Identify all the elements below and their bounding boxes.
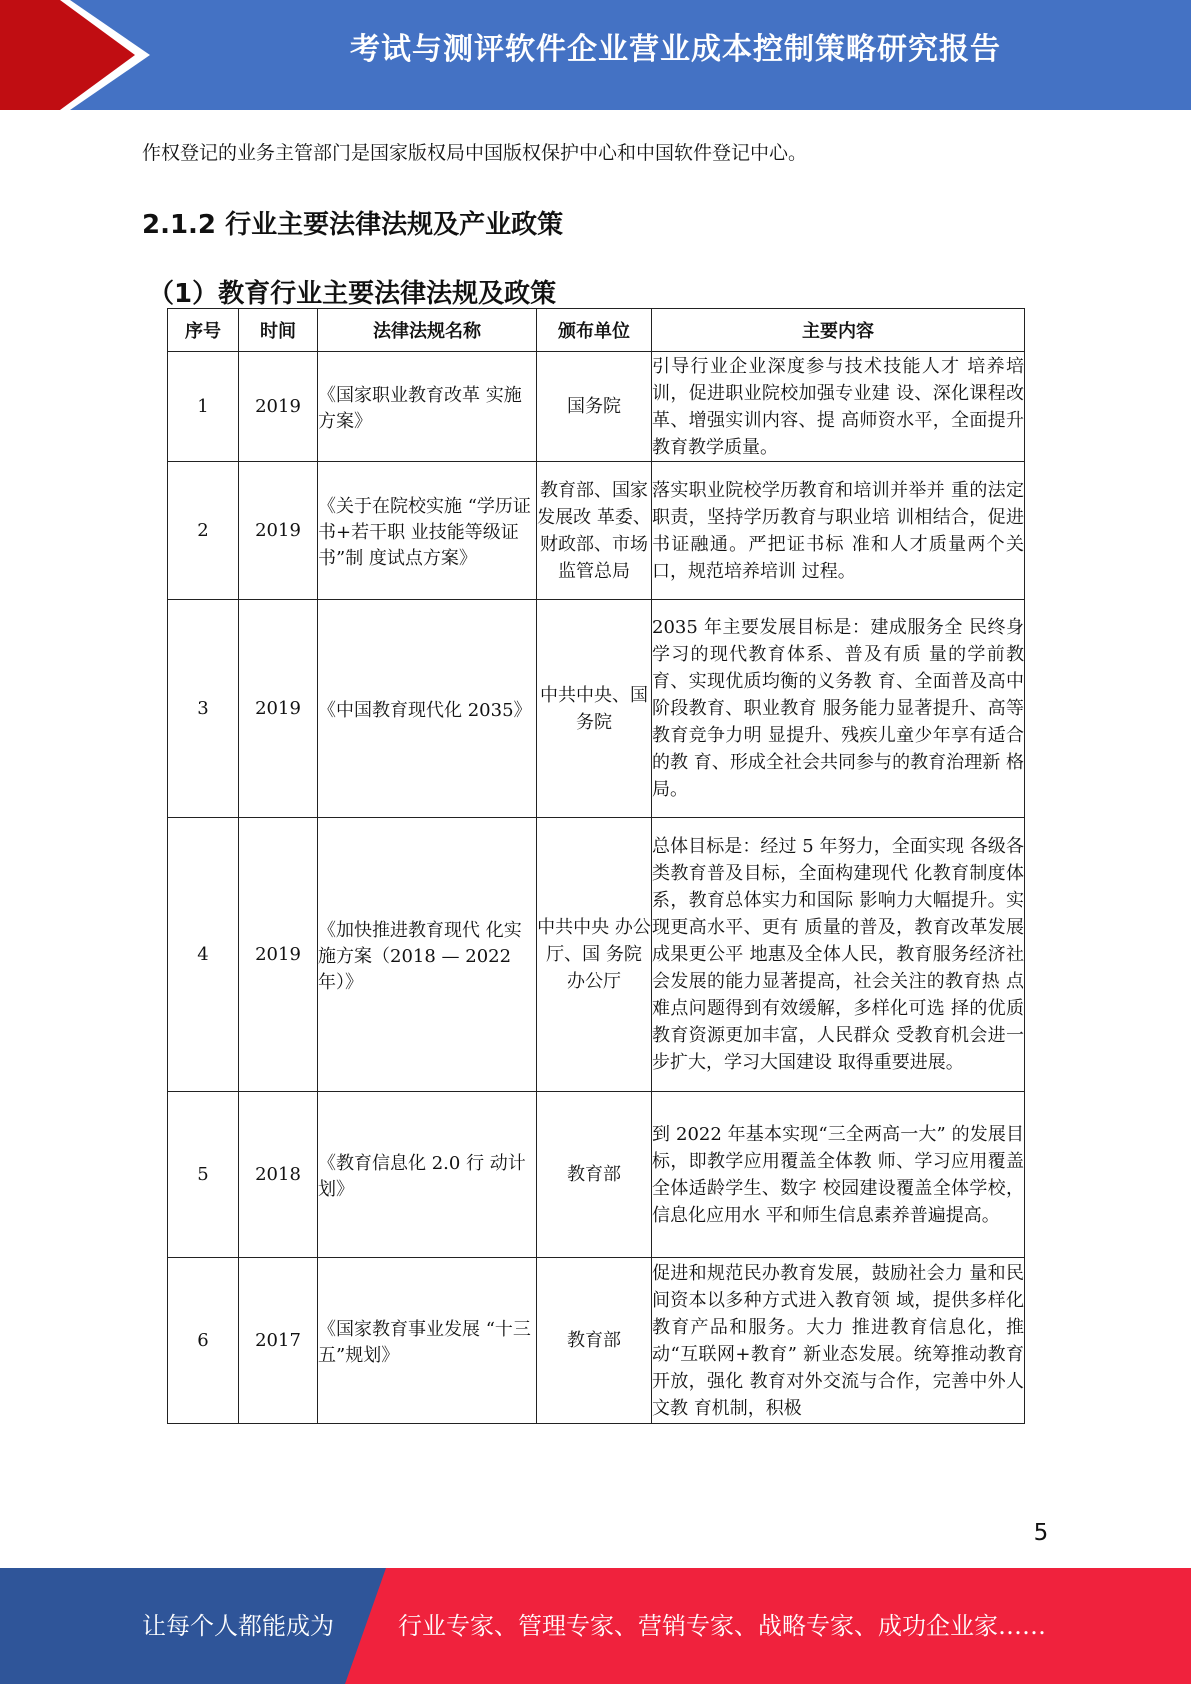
cell-content: 落实职业院校学历教育和培训并举并 重的法定职责，坚持学历教育与职业培 训相结合，促进书证融通。严把证书标 准和人才质量两个关口，规范培养培训 过程。 [652,462,1025,600]
page-header [0,0,1191,110]
header-no: 序号 [168,309,239,352]
cell-issuer: 教育部 [537,1092,652,1258]
table-header-row [168,309,1025,352]
cell-no: 6 [168,1258,239,1424]
sub-heading: （1）教育行业主要法律法规及政策 [148,279,557,309]
table-row [168,462,1025,600]
section-heading: 2.1.2 行业主要法律法规及产业政策 [142,210,564,240]
cell-no: 4 [168,818,239,1092]
cell-law-name: 《关于在院校实施 “学历证书+若干职 业技能等级证书”制 度试点方案》 [318,462,537,600]
table-row [168,1258,1025,1424]
cell-issuer: 教育部 [537,1258,652,1424]
header-content: 主要内容 [652,309,1025,352]
cell-issuer: 中共中央、国务院 [537,600,652,818]
header-red-arrow-decoration [0,0,150,110]
cell-content: 总体目标是：经过 5 年努力，全面实现 各级各类教育普及目标，全面构建现代 化教育制度体系，教育总体实力和国际 影响力大幅提升。实现更高水平、更有 质量的普及，教育改革发展成果更公平 地惠及全体人民，教育服务经济社会发展的能力显著提高，社会关注的教育热 点难点问题得到有效缓解，多样化可选 择的优质教育资源更加丰富，人民群众 受教育机会进一步扩大，学习大国建设 取得重要进展。 [652,818,1025,1092]
cell-year: 2019 [239,818,318,1092]
cell-year: 2019 [239,352,318,462]
report-title: 考试与测评软件企业营业成本控制策略研究报告 [350,32,1001,67]
cell-content: 到 2022 年基本实现“三全两高一大” 的发展目标，即教学应用覆盖全体教 师、学习应用覆盖全体适龄学生、数字 校园建设覆盖全体学校，信息化应用水 平和师生信息素养普遍提高。 [652,1092,1025,1258]
cell-content: 2035 年主要发展目标是：建成服务全 民终身学习的现代教育体系、普及有质 量的学前教育、实现优质均衡的义务教 育、全面普及高中阶段教育、职业教育 服务能力显著提升、高等教育竞争力明 显提升、残疾儿童少年享有适合的教 育、形成全社会共同参与的教育治理新 格局。 [652,600,1025,818]
footer-slogan-right: 行业专家、管理专家、营销专家、战略专家、成功企业家…… [398,1612,1046,1640]
header-issuer: 颁布单位 [537,309,652,352]
header-year: 时间 [239,309,318,352]
cell-year: 2019 [239,600,318,818]
header-law-name: 法律法规名称 [318,309,537,352]
cell-no: 1 [168,352,239,462]
cell-issuer: 教育部、国家发展改 革委、财政部、市场监管总局 [537,462,652,600]
policy-table [167,308,1025,1424]
cell-content: 促进和规范民办教育发展，鼓励社会力 量和民间资本以多种方式进入教育领 域，提供多样化教育产品和服务。大力 推进教育信息化，推动“互联网+教育” 新业态发展。统筹推动教育开放，强化 教育对外交流与合作，完善中外人文教 育机制，积极 [652,1258,1025,1424]
cell-law-name: 《国家职业教育改革 实施方案》 [318,352,537,462]
cell-issuer: 国务院 [537,352,652,462]
page-number: 5 [1033,1520,1049,1546]
cell-law-name: 《加快推进教育现代 化实施方案（2018 — 2022 年）》 [318,818,537,1092]
cell-year: 2018 [239,1092,318,1258]
table-row [168,818,1025,1092]
cell-law-name: 《国家教育事业发展 “十三五”规划》 [318,1258,537,1424]
cell-law-name: 《教育信息化 2.0 行 动计划》 [318,1092,537,1258]
cell-content: 引导行业企业深度参与技术技能人才 培养培训，促进职业院校加强专业建 设、深化课程改革、增强实训内容、提 高师资水平，全面提升教育教学质量。 [652,352,1025,462]
footer-slogan-left: 让每个人都能成为 [142,1612,334,1640]
cell-year: 2019 [239,462,318,600]
page-footer [0,1568,1191,1684]
cell-no: 5 [168,1092,239,1258]
table-row [168,352,1025,462]
cell-issuer: 中共中央 办公厅、国 务院 办公厅 [537,818,652,1092]
table-row [168,600,1025,818]
intro-paragraph: 作权登记的业务主管部门是国家版权局中国版权保护中心和中国软件登记中心。 [142,142,808,164]
cell-no: 2 [168,462,239,600]
table-row [168,1092,1025,1258]
cell-year: 2017 [239,1258,318,1424]
cell-law-name: 《中国教育现代化 2035》 [318,600,537,818]
cell-no: 3 [168,600,239,818]
